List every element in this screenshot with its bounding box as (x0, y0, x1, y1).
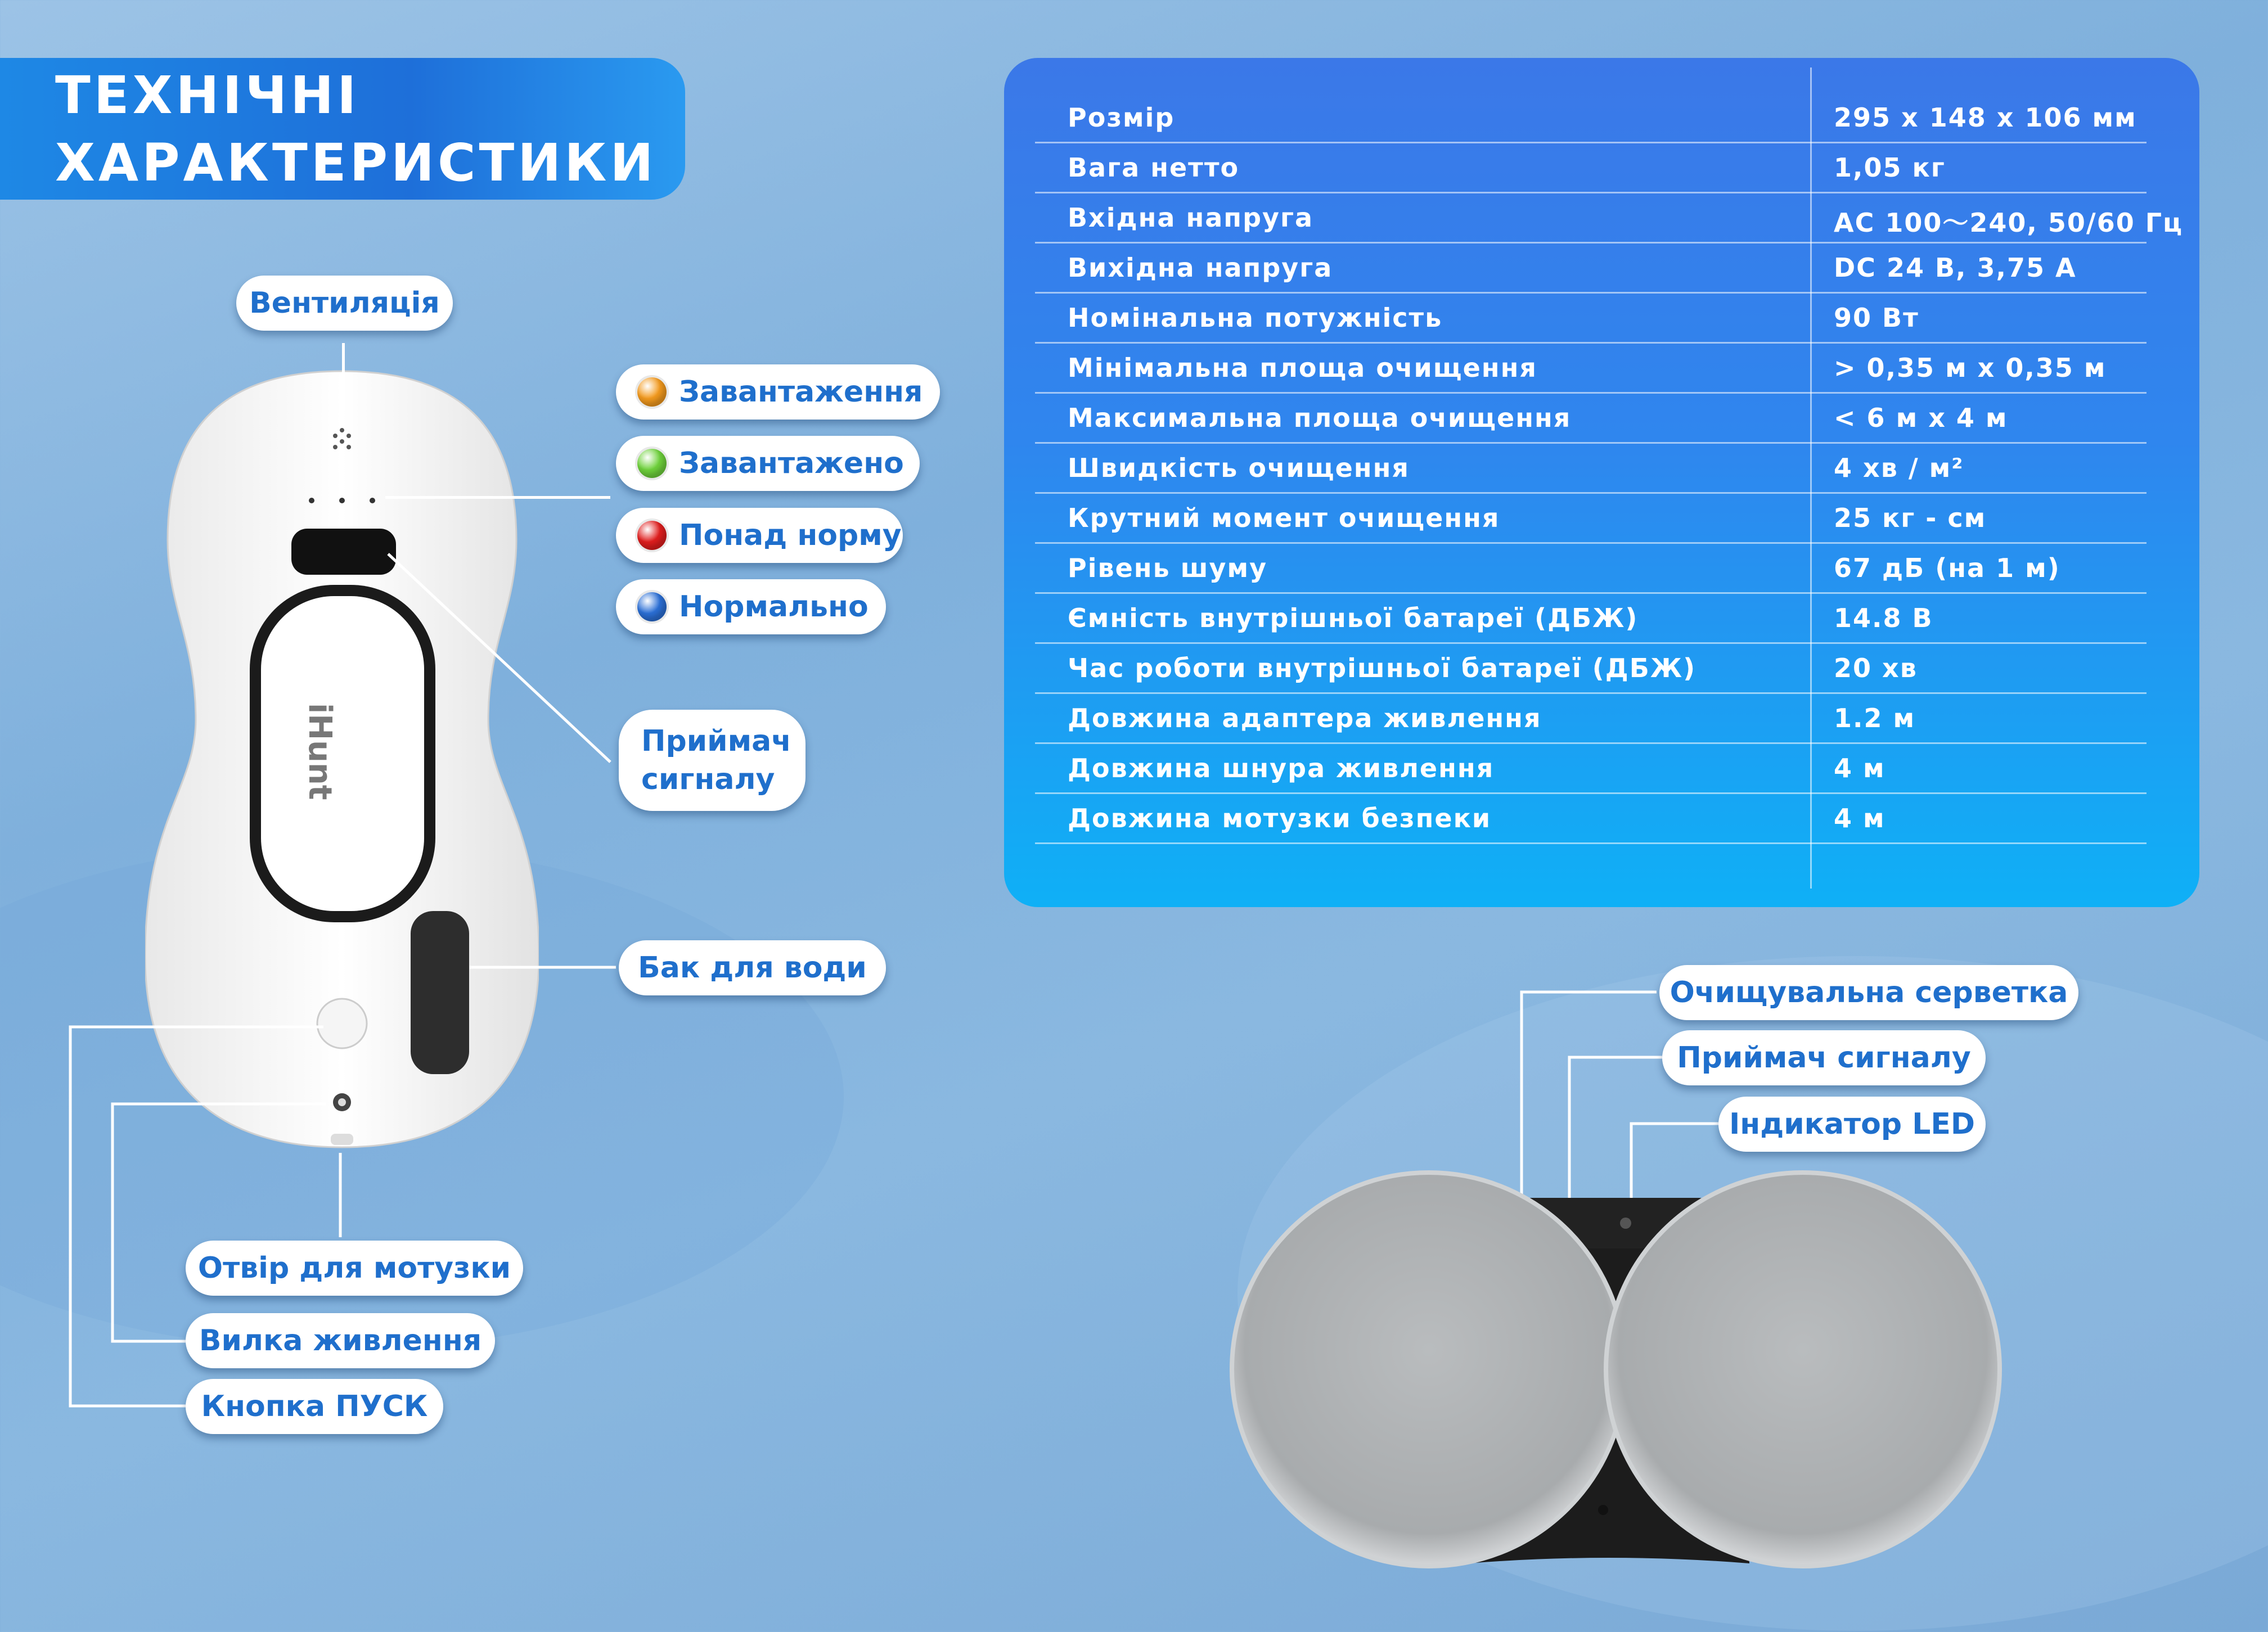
spec-value: 90 Вт (1834, 303, 1919, 333)
spec-label: Мінімальна площа очищення (1068, 353, 1537, 383)
water-tank-text: Бак для води (638, 951, 867, 985)
spec-value: 1.2 м (1834, 703, 1916, 733)
led-dot-icon (637, 521, 667, 550)
spec-row (1035, 391, 2146, 444)
spec-row (1035, 542, 2146, 594)
cleaning-cloth-label (1659, 965, 2078, 1020)
spec-label: Номінальна потужність (1068, 303, 1443, 333)
led-indicator-label (1718, 1097, 1986, 1152)
spec-label: Ємність внутрішньої батареї (ДБЖ) (1068, 603, 1639, 633)
signal-receiver-label (1662, 1030, 1986, 1085)
spec-value: 4 м (1834, 803, 1886, 833)
led-status-item (616, 508, 903, 563)
led-status-item (616, 364, 940, 420)
spec-row (1035, 642, 2146, 694)
robot-bottom-view (1209, 1170, 2008, 1575)
receiver-line-1: Приймач (641, 724, 791, 758)
rope-hole-label (186, 1241, 523, 1296)
spec-value: AC 100～240, 50/60 Гц (1834, 208, 2184, 238)
led-leader (385, 496, 610, 499)
spec-value: < 6 м х 4 м (1834, 403, 2008, 433)
signal-receiver-text: Приймач сигналу (1677, 1041, 1971, 1075)
spec-row (1035, 492, 2146, 544)
spec-row (1035, 692, 2146, 744)
led-status-item (616, 579, 886, 634)
ventilation-leader (342, 343, 345, 411)
spec-row (1035, 91, 2146, 143)
spec-row (1035, 742, 2146, 794)
led-dot-icon (637, 449, 667, 478)
led-status-item (616, 436, 920, 491)
spec-label: Довжина шнура живлення (1068, 753, 1495, 783)
spec-label: Крутний момент очищення (1068, 503, 1500, 533)
ventilation-label (236, 276, 453, 331)
spec-value: 295 x 148 x 106 мм (1834, 102, 2137, 133)
spec-value: 25 кг - см (1834, 503, 1987, 533)
spec-label: Вихідна напруга (1068, 253, 1333, 283)
spec-label: Час роботи внутрішньої батареї (ДБЖ) (1068, 653, 1696, 683)
spec-row (1035, 291, 2146, 344)
robot-top-view (145, 360, 539, 1158)
rope-hole-text: Отвір для мотузки (197, 1251, 511, 1285)
start-button-label (186, 1379, 443, 1434)
spec-row (1035, 441, 2146, 494)
led-status-label: Завантаження (679, 375, 923, 409)
spec-row (1035, 241, 2146, 294)
led-status-label: Завантажено (679, 447, 904, 480)
spec-value: DC 24 В, 3,75 А (1834, 253, 2077, 283)
spec-value: 1,05 кг (1834, 152, 1946, 183)
spec-row (1035, 141, 2146, 193)
water-tank-label (619, 940, 886, 995)
spec-row (1035, 592, 2146, 644)
receiver-label (619, 710, 806, 811)
spec-label: Швидкість очищення (1068, 453, 1410, 483)
power-plug-text: Вилка живлення (199, 1324, 482, 1358)
spec-label: Розмір (1068, 102, 1175, 133)
spec-row (1035, 191, 2184, 244)
spec-row (1035, 341, 2146, 394)
spec-label: Максимальна площа очищення (1068, 403, 1572, 433)
spec-value: 4 м (1834, 753, 1886, 783)
brand-logo: iHunt (302, 703, 338, 800)
spec-label: Вага нетто (1068, 152, 1240, 183)
power-plug-label (186, 1313, 495, 1368)
led-status-label: Нормально (679, 590, 868, 624)
spec-value: 14.8 В (1834, 603, 1933, 633)
led-status-label: Понад норму (679, 519, 902, 552)
title-line-1: ТЕХНІЧНІ (55, 65, 360, 125)
title-line-2: ХАРАКТЕРИСТИКИ (55, 133, 657, 193)
led-dot-icon (637, 592, 667, 621)
spec-row (1035, 792, 2146, 844)
spec-label: Рівень шуму (1068, 553, 1268, 583)
spec-label: Вхідна напруга (1068, 202, 1314, 233)
spec-value: 20 хв (1834, 653, 1918, 683)
start-button-text: Кнопка ПУСК (201, 1390, 428, 1423)
receiver-line-2: сигналу (641, 763, 775, 796)
spec-value: > 0,35 м х 0,35 м (1834, 353, 2107, 383)
ventilation-text: Вентиляція (249, 286, 440, 320)
led-indicator-text: Індикатор LED (1729, 1107, 1976, 1141)
spec-label: Довжина адаптера живлення (1068, 703, 1542, 733)
spec-label: Довжина мотузки безпеки (1068, 803, 1492, 833)
cleaning-cloth-text: Очищувальна серветка (1670, 976, 2068, 1009)
led-dot-icon (637, 377, 667, 407)
spec-value: 67 дБ (на 1 м) (1834, 553, 2060, 583)
spec-value: 4 хв / м² (1834, 453, 1964, 483)
page-title (55, 62, 656, 197)
